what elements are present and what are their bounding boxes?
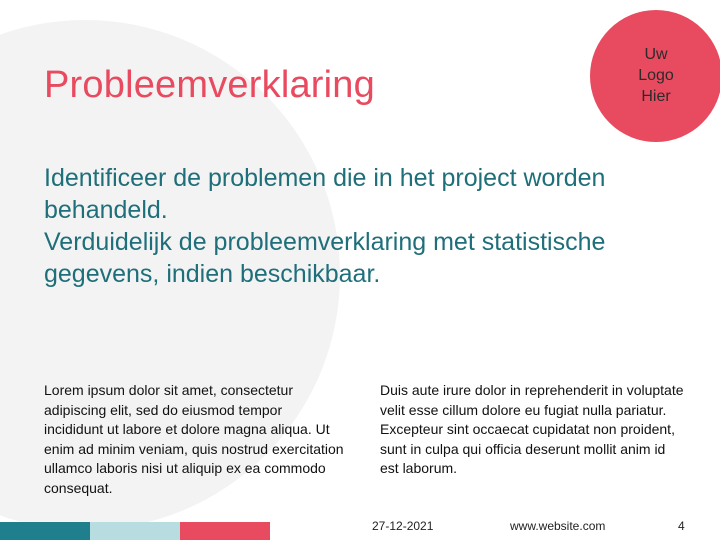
logo-placeholder bbox=[590, 10, 720, 142]
intro-paragraph-2: Verduidelijk de probleemverklaring met statistische gegevens, indien beschikbaar. bbox=[44, 228, 606, 288]
footer-page-number: 4 bbox=[678, 519, 685, 533]
footer-bar-segment-light-teal bbox=[90, 522, 180, 540]
intro-paragraph-1: Identificeer de problemen die in het project worden behandeld. bbox=[44, 164, 606, 224]
logo-text bbox=[626, 44, 686, 107]
footer-bar-segment-red bbox=[180, 522, 270, 540]
footer-website: www.website.com bbox=[510, 519, 606, 533]
footer-date: 27-12-2021 bbox=[372, 519, 434, 533]
logo-line-3: Hier bbox=[641, 87, 671, 105]
body-text-right: Duis aute irure dolor in reprehenderit in voluptate velit esse cillum dolore eu fugiat nulla pariatur. Excepteur sint occaecat cupidatat non proident, sunt in culpa qui officia deserunt mollit anim id est laborum. bbox=[380, 382, 684, 476]
body-text-left: Lorem ipsum dolor sit amet, consectetur adipiscing elit, sed do eiusmod tempor incididunt ut labore et dolore magna aliqua. Ut enim ad minim veniam, quis nostrud exercitation ullamco laboris nisi ut aliquip ex ea commodo consequat. bbox=[44, 382, 344, 496]
slide-title: Probleemverklaring bbox=[44, 64, 375, 106]
footer-color-bar bbox=[0, 522, 270, 540]
intro-text bbox=[44, 162, 644, 290]
logo-line-1: Uw bbox=[644, 45, 668, 63]
footer-bar-segment-teal bbox=[0, 522, 90, 540]
logo-line-2: Logo bbox=[638, 66, 674, 84]
